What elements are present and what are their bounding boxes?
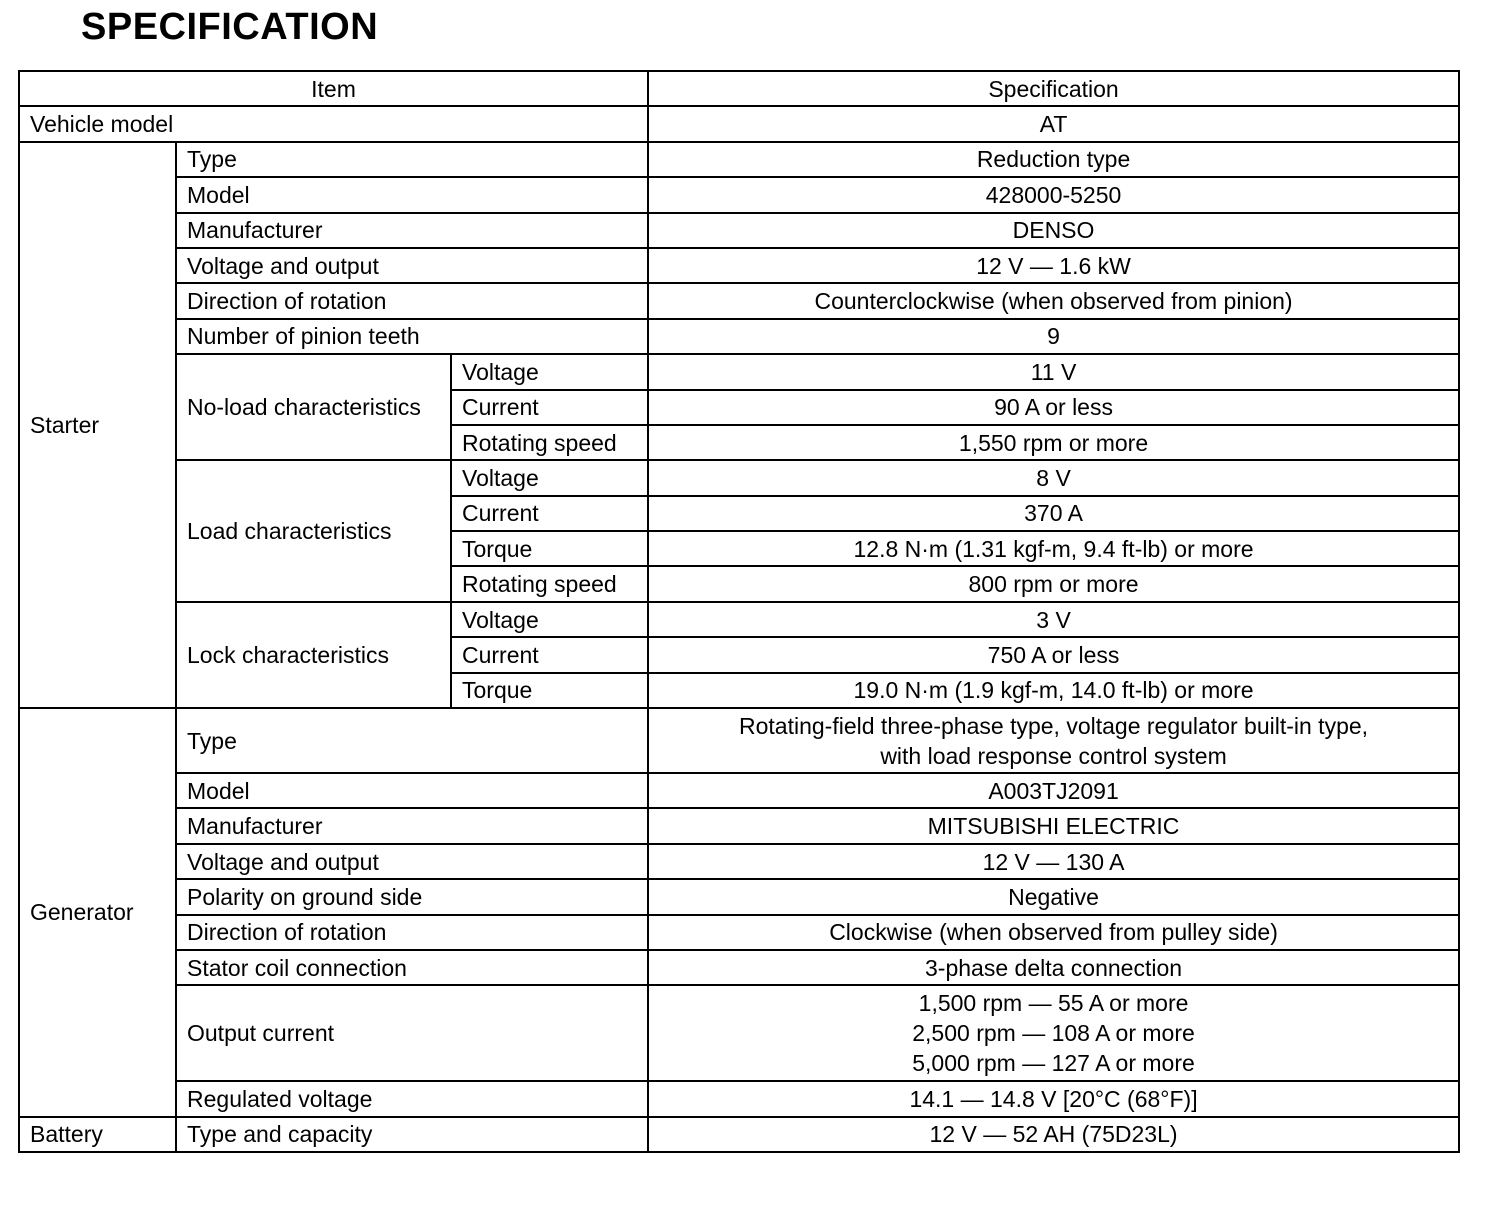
row-label: Model [176,177,648,212]
row-label: Voltage [451,460,648,495]
row-value: 750 A or less [648,637,1459,672]
row-value [648,708,1459,773]
subgroup-label: Load characteristics [176,460,451,602]
row-label: Rotating speed [451,425,648,460]
generator-group-label: Generator [19,708,176,1117]
table-row [19,915,1459,950]
row-value: 12 V — 130 A [648,844,1459,879]
table-row [19,844,1459,879]
row-value: Counterclockwise (when observed from pinion) [648,283,1459,318]
row-value: 3 V [648,602,1459,637]
table-row [19,950,1459,985]
value-line: 5,000 rpm — 127 A or more [912,1050,1195,1077]
row-value: 14.1 — 14.8 V [20°C (68°F)] [648,1081,1459,1116]
row-value: 800 rpm or more [648,566,1459,601]
row-label: Direction of rotation [176,283,648,318]
row-label: Manufacturer [176,808,648,843]
row-value: Reduction type [648,142,1459,177]
table-row [19,142,1459,177]
starter-group-label: Starter [19,142,176,708]
row-label: Voltage [451,602,648,637]
row-label: Stator coil connection [176,950,648,985]
table-row [19,248,1459,283]
row-value: DENSO [648,213,1459,248]
row-label: Output current [176,985,648,1081]
row-value: 1,550 rpm or more [648,425,1459,460]
row-value: 90 A or less [648,390,1459,425]
row-label: Torque [451,531,648,566]
specification-table [18,70,1460,1153]
row-value: 11 V [648,354,1459,389]
table-row [19,773,1459,808]
value-line: Rotating-field three-phase type, voltage regulator built-in type, [739,712,1369,739]
row-label: Manufacturer [176,213,648,248]
value-line: 2,500 rpm — 108 A or more [912,1020,1195,1047]
row-label: Type [176,708,648,773]
row-label: Current [451,390,648,425]
row-label: Torque [451,673,648,708]
row-value: 12 V — 52 AH (75D23L) [648,1117,1459,1152]
subgroup-label: No-load characteristics [176,354,451,460]
vehicle-model-label: Vehicle model [19,106,648,141]
row-label: Current [451,496,648,531]
row-label: Voltage and output [176,844,648,879]
table-header-row [19,71,1459,106]
table-row [19,708,1459,773]
value-line: 1,500 rpm — 55 A or more [918,990,1189,1017]
table-row [19,106,1459,141]
table-row [19,879,1459,914]
row-value: 19.0 N·m (1.9 kgf-m, 14.0 ft-lb) or more [648,673,1459,708]
table-row [19,1081,1459,1116]
table-row [19,213,1459,248]
row-value [648,985,1459,1081]
table-row [19,283,1459,318]
row-label: Rotating speed [451,566,648,601]
row-value: 370 A [648,496,1459,531]
row-label: Number of pinion teeth [176,319,648,354]
row-label: Regulated voltage [176,1081,648,1116]
row-value: MITSUBISHI ELECTRIC [648,808,1459,843]
table-row [19,319,1459,354]
row-value: 12 V — 1.6 kW [648,248,1459,283]
row-label: Voltage and output [176,248,648,283]
row-value: 428000-5250 [648,177,1459,212]
row-label: Polarity on ground side [176,879,648,914]
row-label: Type [176,142,648,177]
row-label: Type and capacity [176,1117,648,1152]
row-label: Model [176,773,648,808]
vehicle-model-value: AT [648,106,1459,141]
header-specification: Specification [648,71,1459,106]
row-value: Clockwise (when observed from pulley side) [648,915,1459,950]
table-row [19,808,1459,843]
row-value: A003TJ2091 [648,773,1459,808]
value-line: with load response control system [880,742,1227,769]
row-value: Negative [648,879,1459,914]
table-row [19,602,1459,637]
row-label: Direction of rotation [176,915,648,950]
row-label: Voltage [451,354,648,389]
header-item: Item [19,71,648,106]
row-value: 12.8 N·m (1.31 kgf-m, 9.4 ft-lb) or more [648,531,1459,566]
row-value: 3-phase delta connection [648,950,1459,985]
row-value: 9 [648,319,1459,354]
table-row [19,985,1459,1081]
table-row [19,460,1459,495]
battery-group-label: Battery [19,1117,176,1152]
page-title: SPECIFICATION [81,6,379,48]
row-label: Current [451,637,648,672]
table-row [19,1117,1459,1152]
subgroup-label: Lock characteristics [176,602,451,708]
table-row [19,354,1459,389]
row-value: 8 V [648,460,1459,495]
table-row [19,177,1459,212]
